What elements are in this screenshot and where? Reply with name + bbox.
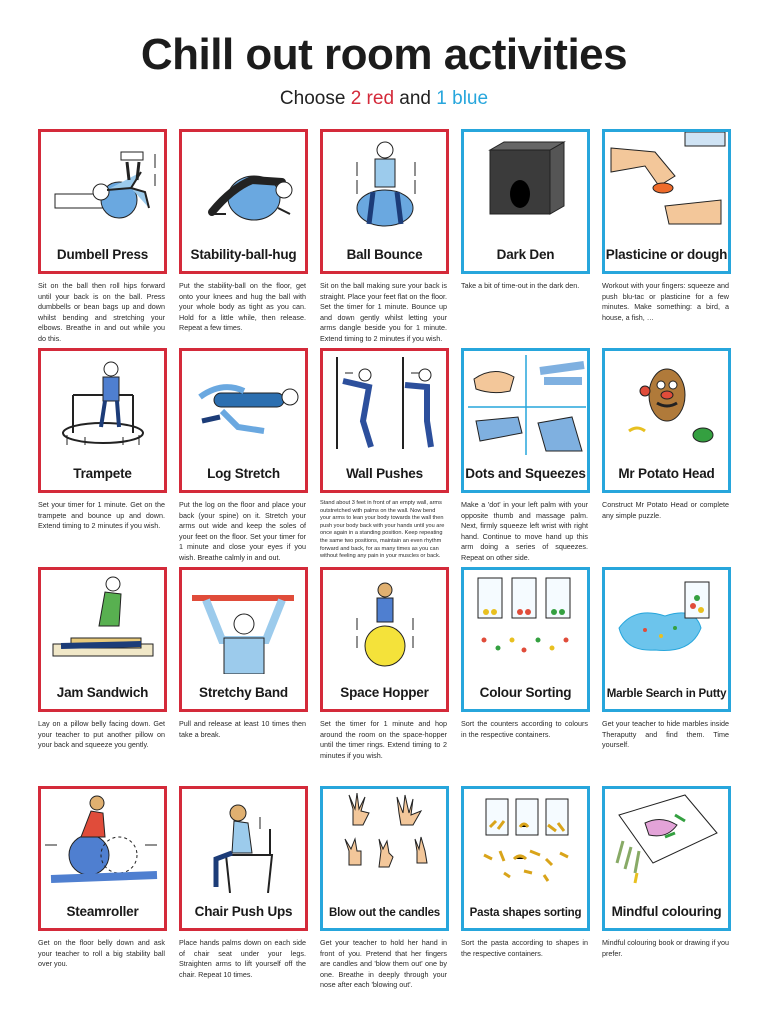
activity-card [320,786,449,931]
activity-description: Workout with your fingers: squeeze and push blu-tac or plasticine for a few minutes. Make something: a bird, a house, a fish, … [602,281,729,322]
activity-description: Put the stability-ball on the floor, get onto your knees and hug the ball with your whole body as tight as you can. Hold for a little while, then release. Repeat a few times. [179,281,306,333]
activity-label: Marble Search in Putty [606,688,727,700]
activity-description: Mindful colouring book or drawing if you prefer. [602,938,729,958]
activity-card [602,567,731,712]
activity-description: Sit on the ball making sure your back is straight. Place your feet flat on the floor. Set the timer for 1 minute. Bounce up and down gently whilst letting your arms dangle beside you for 1 minute. Extend timing to 2 minutes if you wish. [320,281,447,343]
and-word: and [394,88,437,109]
activity-label: Ball Bounce [346,247,423,262]
activity-label: Mindful colouring [611,904,722,919]
activity-card [461,129,590,274]
activity-card [179,348,308,493]
activity-label: Blow out the candles [328,907,440,919]
jam-sandwich-icon [41,570,164,674]
activity-description: Put the log on the floor and place your back (your spine) on it. Stretch your arms out wide and keep the soles of your feet on the floor. Set your timer for 1 minute and close your eyes if you wish. Breathe calmly in and out. [179,500,306,562]
activity-label: Dots and Squeezes [465,466,586,481]
trampete-icon [41,351,164,455]
activity-label: Stability-ball-hug [190,247,297,262]
blue-count: 1 blue [436,88,489,109]
activity-card [38,129,167,274]
activity-card [179,786,308,931]
activity-label: Chair Push Ups [194,904,293,919]
stretchy-band-icon [182,570,305,674]
activity-label: Plasticine or dough [605,247,728,262]
ball-bounce-icon [323,132,446,236]
activity-label: Colour Sorting [479,685,572,700]
activities-grid [38,129,734,1005]
colour-sorting-icon [464,570,587,674]
activity-card [602,786,731,931]
activity-description: Get your teacher to hold her hand in front of you. Pretend that her fingers are candles and 'blow them out' one by one. Breathe in deeply through your nose after each 'blowing out'. [320,938,447,990]
activity-label: Mr Potato Head [618,466,715,481]
activity-description: Sort the counters according to colours in the respective containers. [461,719,588,739]
activity-description: Take a bit of time-out in the dark den. [461,281,580,290]
activity-description: Construct Mr Potato Head or complete any simple puzzle. [602,500,729,520]
activity-description: Get on the floor belly down and ask your teacher to roll a big stability ball over you. [38,938,165,969]
pasta-sorting-icon [464,789,587,893]
ball-hug-icon [182,132,305,236]
activity-card [320,567,449,712]
steamroller-icon [41,789,164,893]
activity-card [38,348,167,493]
activity-card [602,348,731,493]
dark-den-icon [464,132,587,236]
chair-push-ups-icon [182,789,305,893]
activity-label: Pasta shapes sorting [469,907,582,919]
wall-pushes-icon [323,351,446,455]
log-stretch-icon [182,351,305,455]
activity-label: Stretchy Band [199,685,288,700]
activity-label: Dark Den [496,247,555,262]
activity-description: Sort the pasta according to shapes in the respective containers. [461,938,588,958]
activity-description: Place hands palms down on each side of chair seat under your legs. Straighten arms to lift yourself off the chair. Repeat 10 times. [179,938,306,979]
activity-label: Log Stretch [207,466,280,481]
activity-card [179,567,308,712]
space-hopper-icon [323,570,446,674]
activity-description: Stand about 3 feet in front of an empty wall, arms outstretched with palms on the wall. Now bend your arms to lean your body towards the wall then push your body back with your hands until you are once again in a standing position. Keep repeating the same two positions, maintain an even rhythm forward and back, for as many times as you can without feeling any pain in your muscles or back. [320,500,445,560]
activity-card [179,129,308,274]
activity-card [602,129,731,274]
activity-card [320,348,449,493]
plasticine-icon [605,132,728,236]
activity-card [461,567,590,712]
activity-card [320,129,449,274]
choose-prefix: Choose [279,88,351,109]
marble-putty-icon [605,570,728,674]
activity-card [38,786,167,931]
activity-description: Make a 'dot' in your left palm with your opposite thumb and massage palm. Next, firmly squeeze left wrist with right hand. Continue to move hand up this arm doing a series of squeezes. Repeat on other side. [461,500,588,562]
colouring-book-icon [605,789,728,893]
activity-label: Dumbell Press [56,247,149,262]
page-subtitle [0,88,768,110]
activity-description: Lay on a pillow belly facing down. Get your teacher to put another pillow on your back and squeeze you gently. [38,719,165,750]
activity-card [461,348,590,493]
activity-description: Pull and release at least 10 times then take a break. [179,719,306,739]
activity-label: Steamroller [66,904,139,919]
activity-label: Wall Pushes [346,466,423,481]
candles-hands-icon [323,789,446,893]
activity-description: Sit on the ball then roll hips forward until your back is on the ball. Press dumbbells or bean bags up and down whilst bending and stretching your elbows. Breathe in and out while you do this. [38,281,165,343]
activity-label: Jam Sandwich [56,685,149,700]
activity-description: Set your timer for 1 minute. Get on the trampete and bounce up and down. Extend timing to 2 minutes if you wish. [38,500,165,531]
activity-description: Set the timer for 1 minute and hop around the room on the space-hopper until the timer rings. Extend timing to 2 minutes if you wish. [320,719,447,760]
dumbbell-press-icon [41,132,164,236]
activity-label: Trampete [73,466,132,481]
activity-card [461,786,590,931]
dots-squeezes-icon [464,351,587,455]
potato-head-icon [605,351,728,455]
red-count: 2 red [350,88,395,109]
activity-description: Get your teacher to hide marbles inside Theraputty and find them. Time yourself. [602,719,729,750]
activity-label: Space Hopper [340,685,429,700]
page-title: Chill out room activities [140,30,628,79]
activity-card [38,567,167,712]
